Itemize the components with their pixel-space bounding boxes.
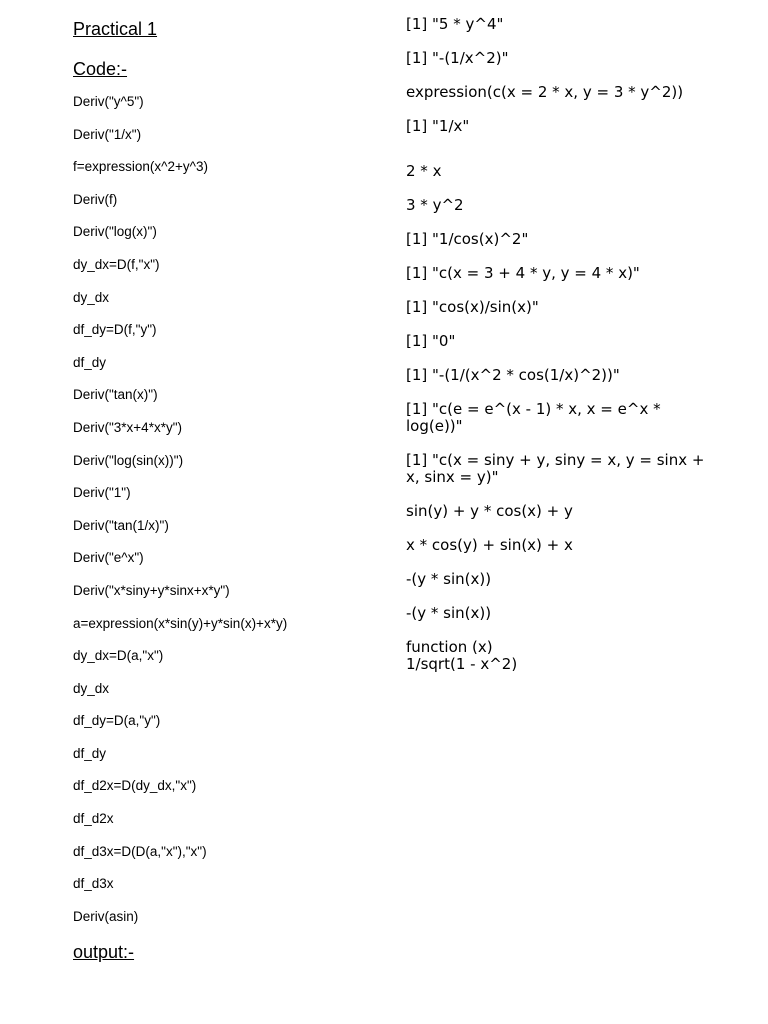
output-line: -(y * sin(x)) xyxy=(406,604,492,622)
code-line: Deriv("y^5") xyxy=(73,94,144,109)
code-line: Deriv(f) xyxy=(73,191,118,207)
output-line: sin(y) + y * cos(x) + y xyxy=(406,502,573,520)
output-line: [1] "5 * y^4" xyxy=(406,15,504,33)
output-line: [1] "0" xyxy=(406,332,456,350)
code-line: df_d2x xyxy=(73,811,114,827)
code-line: df_d2x=D(dy_dx,"x") xyxy=(73,778,197,794)
code-line: dy_dx xyxy=(73,289,110,305)
output-line: [1] "cos(x)/sin(x)" xyxy=(406,298,539,316)
output-line: -(y * sin(x)) xyxy=(406,570,492,588)
code-line: df_dy=D(a,"y") xyxy=(73,713,161,729)
output-line: [1] "c(x = siny + y, siny = x, y = sinx + x, sinx = y)" xyxy=(406,451,710,486)
code-line: Deriv("x*siny+y*sinx+x*y") xyxy=(73,582,230,598)
output-column xyxy=(406,15,710,690)
output-line: 2 * x xyxy=(406,162,442,180)
code-line: Deriv("1/x") xyxy=(73,126,142,142)
code-line: dy_dx=D(a,"x") xyxy=(73,648,164,664)
code-line: dy_dx=D(f,"x") xyxy=(73,256,160,272)
output-line: 3 * y^2 xyxy=(406,196,464,214)
code-line: df_d3x xyxy=(73,876,114,892)
code-column xyxy=(73,18,393,963)
output-line: [1] "1/cos(x)^2" xyxy=(406,230,529,248)
output-heading: output:- xyxy=(73,942,135,963)
code-line: Deriv("tan(x)") xyxy=(73,387,158,403)
code-line: Deriv("log(x)") xyxy=(73,224,157,240)
code-line: Deriv("3*x+4*x*y") xyxy=(73,419,182,435)
code-line: a=expression(x*sin(y)+y*sin(x)+x*y) xyxy=(73,615,288,631)
code-line: df_d3x=D(D(a,"x"),"x") xyxy=(73,843,207,859)
code-heading: Code:- xyxy=(73,59,128,79)
code-line: Deriv("e^x") xyxy=(73,550,144,566)
output-line: [1] "-(1/(x^2 * cos(1/x)^2))" xyxy=(406,366,620,384)
code-line: dy_dx xyxy=(73,680,110,696)
output-line: x * cos(y) + sin(x) + x xyxy=(406,536,573,554)
code-list xyxy=(73,94,393,925)
code-line: Deriv("log(sin(x))") xyxy=(73,452,184,468)
code-line: f=expression(x^2+y^3) xyxy=(73,159,208,175)
output-line: [1] "c(e = e^(x - 1) * x, x = e^x * log(e))" xyxy=(406,400,666,435)
output-line: [1] "1/x" xyxy=(406,117,470,135)
output-line: expression(c(x = 2 * x, y = 3 * y^2)) xyxy=(406,83,684,101)
code-line: df_dy=D(f,"y") xyxy=(73,322,157,338)
code-line: df_dy xyxy=(73,745,107,761)
output-line: [1] "-(1/x^2)" xyxy=(406,49,509,67)
code-line: Deriv(asin) xyxy=(73,908,139,924)
output-line: function (x) 1/sqrt(1 - x^2) xyxy=(406,638,518,673)
page-title: Practical 1 xyxy=(73,19,158,39)
output-line: [1] "c(x = 3 + 4 * y, y = 4 * x)" xyxy=(406,264,640,282)
code-line: df_dy xyxy=(73,354,107,370)
output-list xyxy=(406,15,710,673)
code-line: Deriv("1") xyxy=(73,485,131,501)
code-line: Deriv("tan(1/x)") xyxy=(73,517,169,533)
